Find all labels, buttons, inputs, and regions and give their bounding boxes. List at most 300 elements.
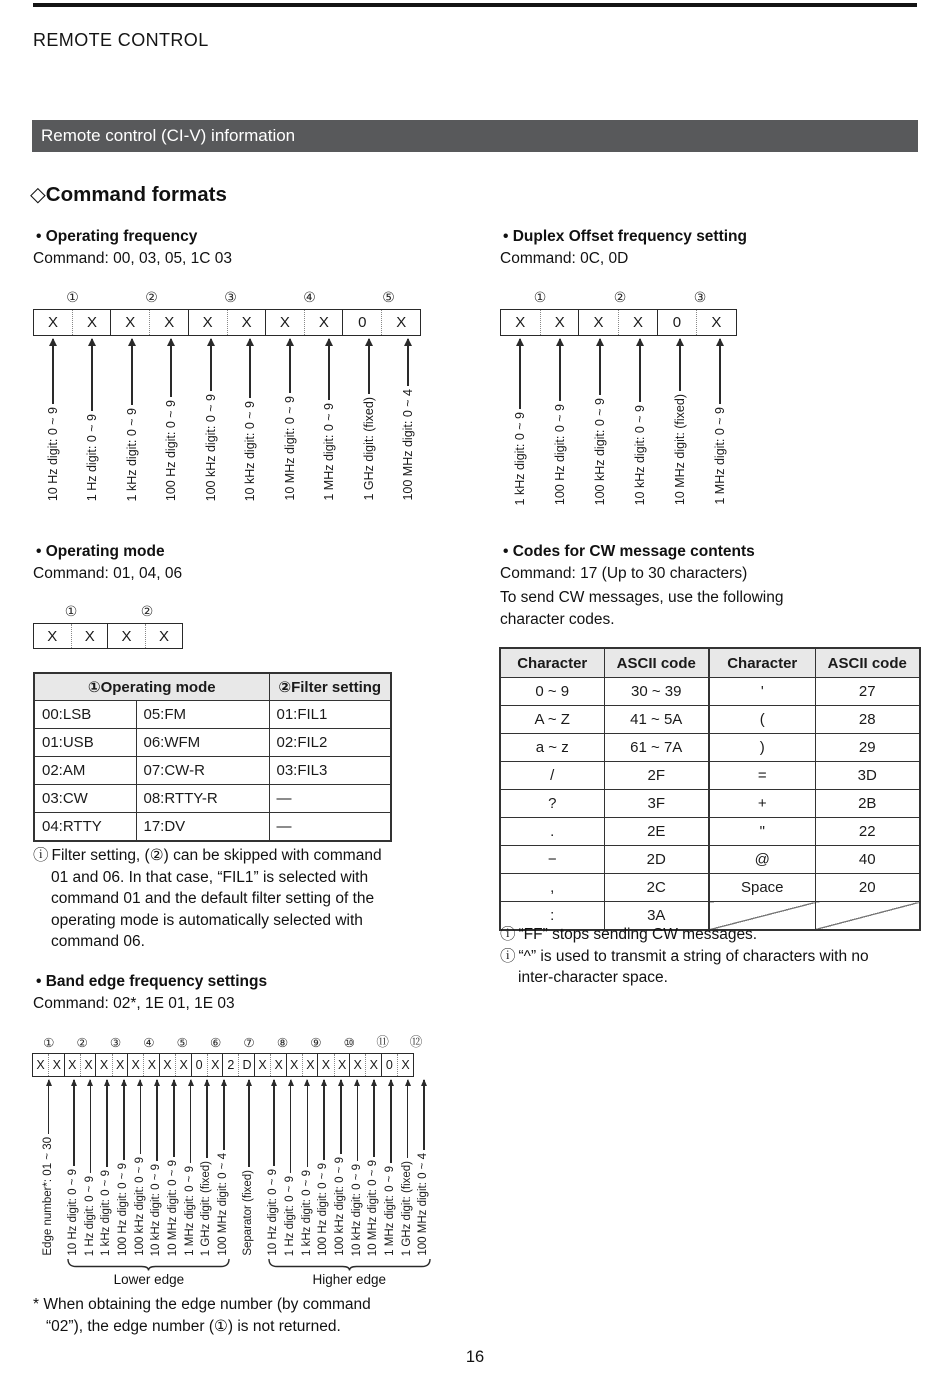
digit-label: 1 Hz digit: 0 ~ 9 (83, 1175, 96, 1256)
byte-pair (381, 1053, 414, 1077)
digit-slot (389, 339, 429, 501)
digit-label: 100 MHz digit: 0 ~ 4 (217, 1153, 230, 1256)
cw-header-cell: ASCII code (815, 648, 920, 678)
up-arrow-icon (52, 339, 54, 404)
digit-label-row (500, 336, 740, 505)
table-row (34, 729, 391, 757)
arrowhead-icon (636, 338, 644, 346)
up-arrow-icon (273, 1080, 275, 1166)
edge-number-footnote (33, 1294, 371, 1337)
underbrace (268, 1258, 431, 1287)
circled-number: ① (66, 289, 79, 305)
cw-cell: − (500, 846, 604, 874)
band-edge-byte-diagram (32, 1028, 433, 1296)
circled-number: ⑤ (176, 1036, 188, 1050)
cw-header-cell: Character (500, 648, 604, 678)
operating-mode-title: • Operating mode (36, 543, 165, 560)
cw-header-cell: ASCII code (604, 648, 709, 678)
digit-slot (332, 1080, 349, 1256)
cw-cell: 27 (815, 678, 920, 706)
digit-label: 1 MHz digit: 0 ~ 9 (322, 403, 336, 501)
arrowhead-icon (286, 338, 294, 346)
byte-cell: X (149, 310, 188, 335)
byte-cell: X (381, 310, 420, 335)
filter-setting-header: ②Filter setting (269, 673, 391, 701)
table-header-row (34, 673, 391, 701)
digit-label-row (33, 336, 428, 501)
cw-cell: ' (709, 678, 815, 706)
circled-number: ⑩ (343, 1036, 355, 1050)
byte-cell: X (71, 624, 109, 648)
digit-slot (166, 1080, 183, 1256)
digit-label: 100 kHz digit: 0 ~ 9 (133, 1157, 146, 1256)
digit-label: 1 kHz digit: 0 ~ 9 (124, 407, 139, 501)
byte-cell: X (48, 1054, 64, 1076)
digit-slot (191, 339, 231, 501)
cw-cell: 41 ~ 5A (604, 706, 709, 734)
byte-cell: X (290, 1058, 299, 1072)
digit-label: 10 kHz digit: 0 ~ 9 (150, 1163, 163, 1256)
byte-cell: X (47, 627, 58, 645)
arrowhead-icon (188, 1079, 194, 1086)
byte-pair (265, 309, 344, 336)
note-text: command 06. (51, 933, 145, 950)
byte-cell: X (593, 314, 604, 331)
digit-label: 100 Hz digit: 0 ~ 9 (317, 1162, 330, 1256)
arrowhead-icon (87, 1079, 93, 1086)
underbrace-icon (268, 1258, 431, 1271)
arrowhead-icon (104, 1079, 110, 1086)
byte-cell: X (72, 310, 111, 335)
up-arrow-icon (307, 1080, 309, 1167)
cw-cell: 2B (815, 790, 920, 818)
cw-cell: . (500, 818, 604, 846)
arrowhead-icon (46, 1079, 52, 1086)
digit-label: 1 Hz digit: 0 ~ 9 (283, 1175, 296, 1256)
byte-box-row (33, 623, 185, 649)
up-arrow-icon (91, 339, 93, 411)
digit-slot (73, 339, 113, 501)
digit-slot (580, 339, 620, 505)
cw-cell: ( (709, 706, 815, 734)
arrowhead-icon (676, 338, 684, 346)
digit-label: 100 Hz digit: 0 ~ 9 (552, 403, 567, 505)
digit-label: 1 MHz digit: 0 ~ 9 (384, 1166, 397, 1256)
arrowhead-icon (221, 1079, 227, 1086)
cw-cell: 29 (815, 734, 920, 762)
cw-cell: 2F (604, 762, 709, 790)
circled-number: ① (533, 289, 547, 305)
byte-cell: X (145, 624, 183, 648)
byte-cell: X (47, 314, 58, 331)
mode-cell: 00:LSB (34, 701, 136, 729)
byte-pair (107, 623, 183, 649)
mode-cell: 02:AM (34, 757, 136, 785)
note-text: 01 and 06. In that case, “FIL1” is selected with (51, 868, 369, 886)
digit-slot (270, 339, 310, 501)
operating-mode-command: Command: 01, 04, 06 (33, 565, 183, 582)
digit-slot (310, 339, 350, 501)
mode-cell: 01:USB (34, 729, 136, 757)
digit-slot (231, 339, 271, 501)
arrowhead-icon (321, 1079, 327, 1086)
byte-cell: 0 (358, 314, 367, 331)
arrowhead-icon (516, 338, 524, 346)
cw-cell: 61 ~ 7A (604, 734, 709, 762)
note-text: Filter setting, (②) can be skipped with command (51, 847, 382, 864)
table-row (500, 706, 920, 734)
digit-label: 1 kHz digit: 0 ~ 9 (512, 411, 527, 505)
byte-cell: X (80, 1054, 96, 1076)
digit-label: 1 GHz digit: (fixed) (400, 1160, 413, 1256)
arrowhead-icon (121, 1079, 127, 1086)
byte-cell: X (112, 1054, 128, 1076)
cw-cell: , (500, 874, 604, 902)
byte-cell: X (207, 1054, 223, 1076)
digit-label: 10 kHz digit: 0 ~ 9 (632, 404, 647, 505)
byte-box-row (33, 309, 428, 336)
arrowhead-icon (556, 338, 564, 346)
byte-cell: X (279, 314, 290, 331)
info-icon: ⓘ (33, 847, 49, 864)
up-arrow-icon (423, 1080, 425, 1150)
arrowhead-icon (71, 1079, 77, 1086)
cw-cell: 2C (604, 874, 709, 902)
page-number: 16 (465, 1348, 485, 1366)
up-arrow-icon (373, 1080, 375, 1157)
byte-pair (33, 309, 112, 336)
arrowhead-icon (88, 338, 96, 346)
byte-cell: X (270, 1054, 286, 1076)
table-row (500, 846, 920, 874)
byte-cell: X (618, 310, 658, 335)
byte-cell: X (304, 310, 343, 335)
note-line (500, 924, 869, 946)
byte-cell: X (540, 310, 580, 335)
table-row (500, 762, 920, 790)
table-row (34, 785, 391, 813)
description-line: character codes. (500, 611, 615, 628)
byte-pair (500, 309, 580, 336)
cw-cell: Space (709, 874, 815, 902)
circled-number-row (33, 598, 185, 623)
digit-slot (112, 339, 152, 501)
table-row (500, 874, 920, 902)
byte-cell: X (334, 1054, 350, 1076)
arrowhead-icon (405, 1079, 411, 1086)
up-arrow-icon (599, 339, 601, 395)
cw-cell: 0 ~ 9 (500, 678, 604, 706)
table-header-row (500, 648, 920, 678)
byte-cell: X (68, 1058, 77, 1072)
note-text: “^” is used to transmit a string of characters with no (518, 947, 869, 965)
table-row (500, 790, 920, 818)
circled-number-row (500, 284, 740, 309)
byte-cell: X (125, 314, 136, 331)
digit-label: 1 Hz digit: 0 ~ 9 (85, 413, 99, 501)
digit-label: 10 Hz digit: 0 ~ 9 (66, 1169, 79, 1256)
digit-slot (416, 1080, 433, 1256)
digit-slot (149, 1080, 166, 1256)
digit-slot (366, 1080, 383, 1256)
byte-cell: X (353, 1058, 362, 1072)
circled-number-row (33, 284, 428, 309)
circled-number: ⑨ (310, 1036, 322, 1050)
digit-slot (82, 1080, 99, 1256)
arrowhead-icon (325, 338, 333, 346)
digit-label: 1 MHz digit: 0 ~ 9 (183, 1166, 196, 1256)
digit-label: 10 MHz digit: 0 ~ 9 (167, 1159, 180, 1256)
byte-pair (342, 309, 421, 336)
note-line (33, 888, 382, 910)
digit-slot (216, 1080, 233, 1256)
operating-frequency-title: • Operating frequency (36, 228, 198, 245)
mode-cell: 17:DV (136, 813, 269, 842)
byte-cell: X (143, 1054, 159, 1076)
mode-cell: — (269, 785, 391, 813)
byte-pair (254, 1053, 287, 1077)
up-arrow-icon (719, 339, 721, 404)
operating-frequency-command: Command: 00, 03, 05, 1C 03 (33, 250, 233, 267)
arrowhead-icon (371, 1079, 377, 1086)
up-arrow-icon (106, 1080, 108, 1167)
circled-number: ⑧ (276, 1036, 289, 1050)
digit-slot (115, 1080, 132, 1256)
arrowhead-icon (421, 1079, 427, 1086)
digit-slot (33, 339, 73, 501)
digit-slot (540, 339, 580, 505)
byte-pair (188, 309, 267, 336)
byte-pair (64, 1053, 97, 1077)
arrowhead-icon (207, 338, 215, 346)
cw-cell: 28 (815, 706, 920, 734)
mode-cell: 06:WFM (136, 729, 269, 757)
circled-number: ② (145, 289, 158, 305)
digit-label: 10 kHz digit: 0 ~ 9 (243, 400, 257, 501)
up-arrow-icon (340, 1080, 342, 1154)
cw-cell: 20 (815, 874, 920, 902)
byte-cell: X (302, 1054, 318, 1076)
arrowhead-icon (246, 1079, 252, 1086)
digit-label: Separator (fixed) (242, 1170, 255, 1256)
digit-label: 1 kHz digit: 0 ~ 9 (100, 1170, 113, 1256)
byte-cell: X (365, 1054, 381, 1076)
digit-slot (266, 1080, 283, 1256)
digit-slot (99, 1080, 116, 1256)
note-text: “02”), the edge number (①) is not returned. (46, 1317, 341, 1335)
note-line (33, 1316, 371, 1338)
note-text: operating mode is automatically selected with (51, 911, 363, 929)
circled-number: ③ (693, 289, 707, 305)
digit-label: 1 MHz digit: 0 ~ 9 (712, 407, 727, 505)
up-arrow-icon (248, 1080, 250, 1167)
byte-cell: X (515, 314, 526, 331)
duplex-offset-command: Command: 0C, 0D (500, 250, 629, 267)
digit-slot (152, 339, 192, 501)
digit-slot (132, 1080, 149, 1256)
mode-cell: 07:CW-R (136, 757, 269, 785)
byte-pair (222, 1053, 255, 1077)
underbrace-icon (67, 1258, 230, 1271)
digit-label-row (32, 1077, 433, 1256)
up-arrow-icon (357, 1080, 359, 1161)
cw-cell: ? (500, 790, 604, 818)
byte-pair (578, 309, 658, 336)
section-banner: Remote control (CI-V) information (32, 120, 918, 152)
cw-cell: @ (709, 846, 815, 874)
band-edge-command: Command: 02*, 1E 01, 1E 03 (33, 995, 235, 1012)
note-text: “FF” stops sending CW messages. (518, 926, 758, 943)
byte-box-row (32, 1053, 433, 1077)
duplex-offset-title: • Duplex Offset frequency setting (503, 228, 747, 245)
circled-number: ① (43, 1036, 55, 1050)
up-arrow-icon (223, 1080, 225, 1150)
byte-pair (191, 1053, 224, 1077)
byte-pair (657, 309, 737, 336)
byte-cell: X (258, 1058, 267, 1072)
circled-number: ⑥ (210, 1036, 222, 1050)
cw-cell: + (709, 790, 815, 818)
digit-label: 10 MHz digit: 0 ~ 9 (282, 396, 297, 501)
cw-cell: A ~ Z (500, 706, 604, 734)
arrowhead-icon (354, 1079, 360, 1086)
digit-slot (316, 1080, 333, 1256)
cw-cell: 40 (815, 846, 920, 874)
mode-cell: — (269, 813, 391, 842)
arrowhead-icon (304, 1079, 310, 1086)
up-arrow-icon (559, 339, 561, 401)
byte-pair (95, 1053, 128, 1077)
note-line (33, 910, 382, 932)
mode-cell: 08:RTTY-R (136, 785, 269, 813)
up-arrow-icon (73, 1080, 75, 1166)
byte-cell: X (227, 310, 266, 335)
up-arrow-icon (48, 1080, 50, 1134)
info-icon: ⓘ (500, 926, 516, 943)
operating-mode-table (33, 672, 392, 842)
brace-row (32, 1258, 433, 1296)
up-arrow-icon (519, 339, 521, 409)
digit-label: 100 kHz digit: 0 ~ 9 (203, 393, 218, 501)
circled-number: ③ (224, 289, 237, 305)
circled-number: ⑦ (243, 1036, 255, 1050)
digit-slot (232, 1080, 265, 1256)
note-line (33, 1294, 371, 1316)
byte-cell: X (131, 1058, 140, 1072)
arrowhead-icon (154, 1079, 160, 1086)
byte-pair (110, 309, 189, 336)
description-line: To send CW messages, use the following (500, 589, 784, 606)
cw-cell: 3F (604, 790, 709, 818)
cw-cell: 2E (604, 818, 709, 846)
byte-cell: D (238, 1054, 254, 1076)
operating-mode-byte-diagram (33, 598, 185, 649)
band-edge-title: • Band edge frequency settings (36, 973, 268, 990)
circled-number: ⑪ (376, 1035, 389, 1049)
digit-slot (282, 1080, 299, 1256)
arrowhead-icon (167, 338, 175, 346)
mode-cell: 01:FIL1 (269, 701, 391, 729)
digit-label: 10 MHz digit: 0 ~ 9 (367, 1159, 380, 1256)
up-arrow-icon (290, 1080, 292, 1173)
digit-slot (660, 339, 700, 505)
digit-slot (182, 1080, 199, 1256)
digit-slot (500, 339, 540, 505)
byte-pair (127, 1053, 160, 1077)
digit-slot (620, 339, 660, 505)
underbrace (67, 1258, 230, 1287)
note-line (33, 867, 382, 889)
digit-slot (32, 1080, 65, 1256)
table-row (34, 757, 391, 785)
digit-slot (199, 1080, 216, 1256)
cw-cell: 3D (815, 762, 920, 790)
digit-slot (65, 1080, 82, 1256)
circled-number: ⑤ (382, 289, 395, 305)
cw-cell: / (500, 762, 604, 790)
byte-cell: X (99, 1058, 109, 1072)
circled-number-row (32, 1028, 433, 1053)
up-arrow-icon (407, 339, 409, 386)
circled-number: ⑫ (409, 1035, 423, 1049)
byte-cell: 0 (195, 1058, 203, 1072)
arrowhead-icon (404, 338, 412, 346)
up-arrow-icon (173, 1080, 175, 1157)
digit-label: 10 Hz digit: 0 ~ 9 (267, 1169, 280, 1256)
up-arrow-icon (639, 339, 641, 402)
up-arrow-icon (390, 1080, 392, 1163)
mode-cell: 05:FM (136, 701, 269, 729)
circled-number: ④ (143, 1036, 155, 1050)
arrowhead-icon (365, 338, 373, 346)
byte-pair (159, 1053, 192, 1077)
edge-group-label: Lower edge (113, 1272, 185, 1287)
byte-pair (317, 1053, 350, 1077)
cw-codes-title: • Codes for CW message contents (503, 543, 755, 560)
digit-label: 10 Hz digit: 0 ~ 9 (45, 406, 60, 501)
up-arrow-icon (90, 1080, 92, 1173)
up-arrow-icon (156, 1080, 158, 1161)
edge-group-label: Higher edge (312, 1272, 387, 1287)
up-arrow-icon (140, 1080, 142, 1154)
arrowhead-icon (338, 1079, 344, 1086)
cw-header-cell: Character (709, 648, 815, 678)
top-rule (33, 3, 917, 7)
digit-label: 100 MHz digit: 0 ~ 4 (417, 1153, 430, 1256)
arrowhead-icon (716, 338, 724, 346)
byte-cell: 0 (385, 1058, 393, 1072)
up-arrow-icon (679, 339, 681, 391)
cw-cell: : (500, 902, 604, 931)
arrowhead-icon (246, 338, 254, 346)
digit-label: 1 GHz digit: (fixed) (361, 397, 376, 501)
byte-cell: X (696, 310, 736, 335)
arrowhead-icon (271, 1079, 277, 1086)
note-line (33, 931, 382, 953)
up-arrow-icon (123, 1080, 125, 1160)
circled-number: ② (140, 603, 154, 619)
byte-cell: X (202, 314, 213, 331)
note-text: command 01 and the default filter setting of the (51, 890, 375, 907)
duplex-offset-byte-diagram (500, 284, 740, 505)
digit-label: 100 kHz digit: 0 ~ 9 (334, 1157, 346, 1256)
note-text: * When obtaining the edge number (by command (33, 1296, 371, 1313)
digit-label: 100 Hz digit: 0 ~ 9 (117, 1162, 130, 1256)
byte-cell: X (36, 1058, 45, 1072)
mode-cell: 03:FIL3 (269, 757, 391, 785)
arrowhead-icon (49, 338, 57, 346)
byte-cell: X (397, 1054, 413, 1076)
